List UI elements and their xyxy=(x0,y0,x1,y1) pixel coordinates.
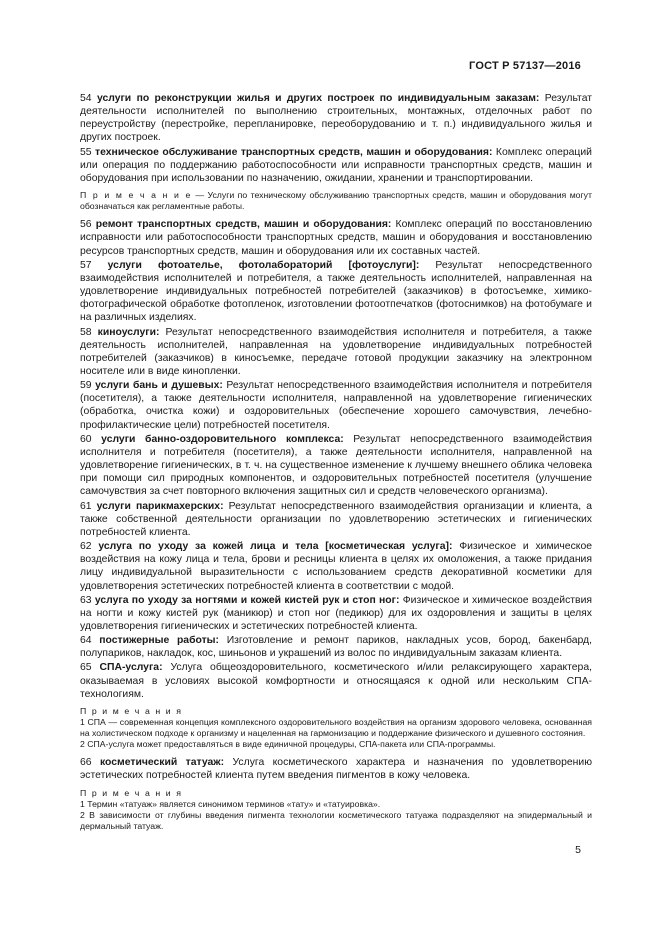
term-entry-61 xyxy=(80,500,592,539)
term-entry-60 xyxy=(80,433,592,499)
term-name: услуги фотоателье, фотолабораторий [фотоуслуги]: xyxy=(107,259,420,271)
notes-title: П р и м е ч а н и я xyxy=(80,787,183,798)
term-definition: Физическое и химическое воздействия на кожу лица и тела, брови и ресницы клиента в целях их омоложения, а также придания лицу индивидуальной выразительности с использованием средств декоративной косметики для удовлетворения эстетических потребностей клиента в соответствии с модой. xyxy=(80,541,592,592)
term-number: 60 xyxy=(80,433,92,445)
term-entry-63 xyxy=(80,594,592,633)
notes-65 xyxy=(80,706,592,750)
term-name: техническое обслуживание транспортных средств, машин и оборудования: xyxy=(95,146,493,158)
standard-designation: ГОСТ Р 57137—2016 xyxy=(469,60,581,72)
term-number: 61 xyxy=(80,500,92,512)
term-definition: Результат непосредственного взаимодействия организации и клиента, а также собственной деятельности организации по удовлетворению эстетических и гигиенических потребностей клиента. xyxy=(80,500,593,538)
term-entry-62 xyxy=(80,540,592,593)
term-entry-65 xyxy=(80,661,592,700)
term-definition: Результат деятельности исполнителей по выполнению строительных, монтажных, отделочных работ по переустройству (перестройке, перепланировке, переоборудованию и т. п.) индивидуального жилья и других построек. xyxy=(80,93,592,144)
terms-content xyxy=(80,92,592,838)
term-definition: Результат непосредственного взаимодействия исполнителя и потребителя (посетителя), а также деятельности исполнителя, направленной на удовлетворение гигиенических (обработка, очистка кожи) и оздоровительных (обеспечение хорошего самочувствия, лечебно-профилактические цели) потребностей посетителя. xyxy=(80,380,592,431)
term-name: услуги бань и душевых: xyxy=(95,380,223,392)
term-definition: Комплекс операций или операция по поддержанию работоспособности или исправности транспортных средств, машин и оборудования при использовании по назначению, ожидании, хранении и транспортировании. xyxy=(80,146,592,184)
term-number: 56 xyxy=(80,219,92,231)
term-definition: Комплекс операций по восстановлению исправности или работоспособности транспортных средств, машин и оборудования и восстановлению ресурсов транспортных средств, машин и оборудования или их составных частей. xyxy=(80,219,592,257)
term-name: ремонт транспортных средств, машин и оборудования: xyxy=(95,219,392,231)
term-name: косметический татуаж: xyxy=(99,757,225,769)
term-definition: Результат непосредственного взаимодействия исполнителя и потребителя (посетителя), а также деятельности исполнителя, направленной на удовлетворение гигиенических, в т. ч. на существенное изменение к лучшему внешнего облика человека при помощи сил природных компонентов, и оздоровительных потребностей посетителя (улучшение самочувствия за счет повторного включения защитных сил и средств человеческого организма). xyxy=(80,433,592,498)
term-entry-66 xyxy=(80,756,592,782)
notes-title: П р и м е ч а н и я xyxy=(80,705,183,716)
term-name: постижерные работы: xyxy=(99,635,220,647)
term-definition: Услуга косметического характера и назначения по удовлетворению эстетических потребностей клиента путем введения пигментов в кожу человека. xyxy=(80,757,592,782)
term-entry-57 xyxy=(80,259,592,325)
term-entry-64 xyxy=(80,634,592,660)
note-item: 1 СПА — современная концепция комплексного оздоровительного воздействия на организм здорового человека, основанная на холистическом подходе к организму и нацеленная на гармонизацию и поддержание физического и душевного состояния. xyxy=(80,717,592,739)
term-number: 62 xyxy=(80,541,92,553)
term-definition: Изготовление и ремонт париков, накладных усов, бород, бакенбард, полупариков, накладок, кос, шиньонов и украшений из волос по индивидуальным заказам клиента. xyxy=(80,635,592,660)
term-definition: Физическое и химическое воздействия на ногти и кожу кистей рук (маникюр) и стоп ног (педикюр) для их оздоровления и защиты в целях удовлетворения гигиенических и эстетических потребностей клиента. xyxy=(80,594,592,632)
term-name: услуги банно-оздоровительного комплекса: xyxy=(101,433,344,445)
term-number: 63 xyxy=(80,594,92,606)
term-entry-58 xyxy=(80,326,592,379)
term-name: услуга по уходу за ногтями и кожей кистей рук и стоп ног: xyxy=(94,594,400,606)
term-name: услуги парикмахерских: xyxy=(96,500,224,512)
note-item: 1 Термин «татуаж» является синонимом терминов «тату» и «татуировка». xyxy=(80,798,381,809)
term-number: 54 xyxy=(80,93,92,104)
term-name: СПА-услуга: xyxy=(99,662,163,674)
term-entry-56 xyxy=(80,218,592,257)
note-item: 2 В зависимости от глубины введения пигмента технологии косметического татуажа подразделяют на эпидермальный и дермальный татуаж. xyxy=(80,809,592,831)
term-name: киноуслуги: xyxy=(97,326,160,338)
term-number: 64 xyxy=(80,635,92,647)
term-entry-54 xyxy=(80,92,592,145)
term-entry-59 xyxy=(80,379,592,432)
term-definition: Результат непосредственного взаимодействия исполнителя и потребителя, а также деятельность исполнителей, направленная на удовлетворение индивидуальных потребностей потребителей (заказчиков) в киносъемке, передаче готовой продукции заказчику на электронном носителе или в виде кинопленки. xyxy=(80,326,592,377)
note-item: 2 СПА-услуга может предоставляться в виде единичной процедуры, СПА-пакета или СПА-программы. xyxy=(80,739,496,750)
page-number: 5 xyxy=(575,844,581,856)
note-55 xyxy=(80,190,592,212)
term-number: 65 xyxy=(80,662,92,674)
term-name: услуга по уходу за кожей лица и тела [косметическая услуга]: xyxy=(98,541,453,553)
term-name: услуги по реконструкции жилья и других построек по индивидуальным заказам: xyxy=(96,93,540,104)
term-definition: Результат непосредственного взаимодействия исполнителей и потребителя, а также деятельность исполнителей, направленная на удовлетворение индивидуальных потребностей потребителей (заказчиков) в фотосъемке, химико-фотографической обработке фотопленок, изготовлении фотоотпечатков (фотоснимков) на фотобумаге и на различных изделиях. xyxy=(80,259,592,324)
note-text: — Услуги по техническому обслуживанию транспортных средств, машин и оборудования могут обозначаться как регламентные работы. xyxy=(80,190,592,212)
term-number: 57 xyxy=(80,259,92,271)
term-number: 59 xyxy=(80,380,92,392)
term-number: 66 xyxy=(80,757,92,769)
term-definition: Услуга общеоздоровительного, косметического и/или релаксирующего характера, оказываемая в условиях высокой комфортности и относящаяся к одной или нескольким СПА-технологиям. xyxy=(80,662,592,700)
term-number: 58 xyxy=(80,326,92,338)
term-number: 55 xyxy=(80,146,92,158)
notes-66 xyxy=(80,788,592,832)
term-entry-55 xyxy=(80,146,592,185)
note-title: П р и м е ч а н и е xyxy=(80,190,192,201)
